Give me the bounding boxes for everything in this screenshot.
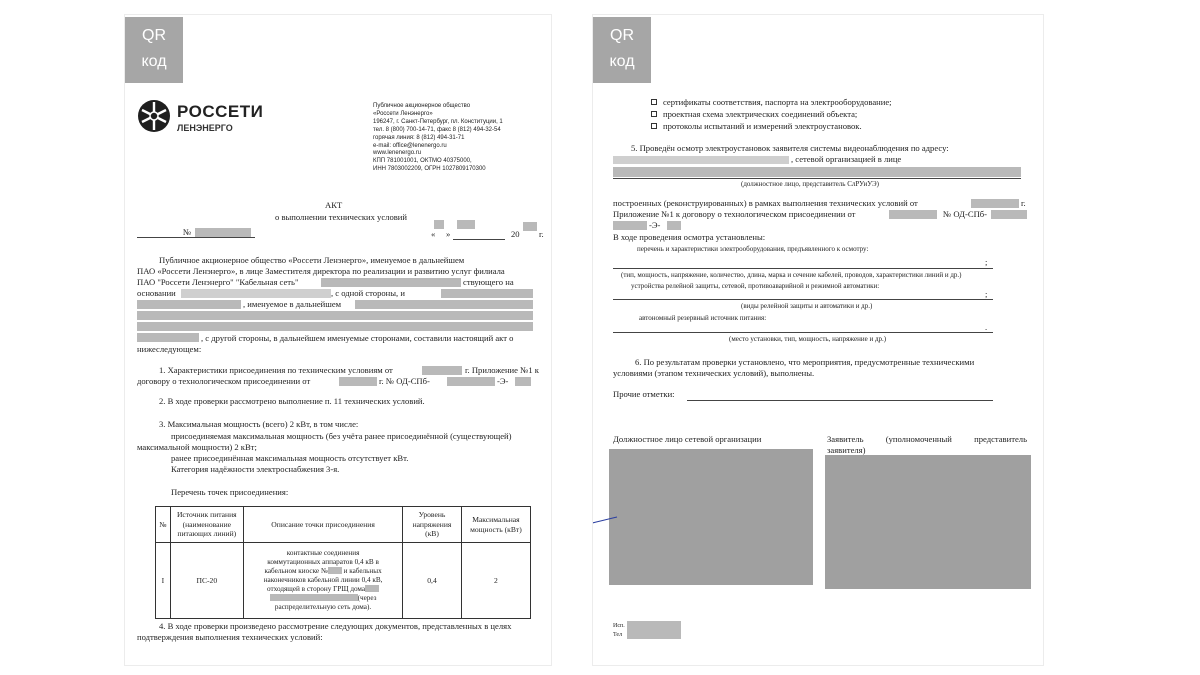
item3-text: Категория надёжности электроснабжения 3-я.: [171, 464, 340, 474]
redacted-number: [991, 210, 1027, 219]
act-subtitle: о выполнении технических условий: [275, 212, 407, 222]
org-info-line: 196247, г. Санкт-Петербург, пл. Конституции, 1: [373, 118, 503, 125]
item2-text: 2. В ходе проверки рассмотрено выполнение п. 11 технических условий.: [159, 396, 425, 406]
redacted-year: [523, 222, 537, 231]
item3-text: ранее присоединённая максимальная мощность отсутствует кВт.: [171, 453, 409, 463]
intro-line: основании: [137, 288, 176, 298]
year-prefix: 20: [511, 229, 520, 239]
other-notes-label: Прочие отметки:: [613, 389, 675, 399]
org-info-line: горячая линия: 8 (812) 494-31-71: [373, 134, 465, 141]
org-info-line: КПП 781001001, ОКТМО 40375000,: [373, 158, 472, 165]
redacted-month: [457, 220, 475, 229]
table-header: Уровень напряжения (кВ): [403, 507, 462, 543]
item3-text: присоединяемая максимальная мощность (без учёта ранее присоединённой (существующей): [171, 431, 512, 441]
redacted-date: [889, 210, 937, 219]
redacted-number: [447, 377, 495, 386]
rosseti-logo-icon: [137, 99, 171, 133]
org-info-line: тел. 8 (800) 700-14-71, факс 8 (812) 494-32-54: [373, 126, 501, 133]
checkbox-icon: [651, 99, 657, 105]
table-header: Максимальная мощность (кВт): [461, 507, 530, 543]
intro-line: ствующего на: [463, 277, 514, 287]
caption-backup: (место установки, тип, мощность, напряжение и др.): [729, 335, 887, 343]
doc-list-item: сертификаты соответствия, паспорта на электрооборудование;: [651, 97, 892, 108]
redacted-number: [613, 221, 647, 230]
executor-label: Исп.: [613, 623, 625, 629]
item3-text: 3. Максимальная мощность (всего) 2 кВт, в том числе:: [159, 419, 359, 429]
semicolon: .: [985, 322, 988, 332]
inspection-title: В ходе проведения осмотра установлены:: [613, 232, 766, 242]
qr-code-placeholder: [593, 17, 651, 83]
redacted-text: [321, 278, 461, 287]
logo-subtitle: ЛЕНЭНЕРГО: [177, 123, 233, 133]
table-cell-description: [243, 543, 402, 619]
item1-text: г. № ОД-СПб-: [379, 376, 430, 386]
item1-text: г. Приложение №1 к: [465, 365, 539, 375]
table-cell: 0,4: [403, 543, 462, 619]
redacted-number: [515, 377, 531, 386]
item4-text: подтверждения выполнения технических условий:: [137, 632, 323, 642]
date-close-quote: »: [446, 229, 451, 239]
built-text: г.: [1021, 198, 1026, 208]
table-cell: 2: [461, 543, 530, 619]
desc-line: коммутационных аппаратов 0,4 кВ в: [267, 558, 379, 566]
redacted-text: [355, 300, 533, 309]
org-info-line: «Россети Ленэнерго»: [373, 110, 433, 117]
desc-line: (через: [246, 594, 400, 603]
intro-line: , именуемое в дальнейшем: [243, 299, 342, 309]
redacted-text: [137, 322, 533, 331]
appendix-text: № ОД-СПб-: [943, 209, 988, 219]
act-title: АКТ: [325, 200, 343, 210]
redacted-day: [434, 220, 444, 229]
connection-points-table: [155, 506, 531, 619]
doc-list-item: проектная схема электрических соединений объекта;: [651, 109, 857, 120]
inspection-line: устройства релейной защиты, сетевой, противоаварийной и режимной автоматики:: [631, 282, 880, 290]
document-page-2: [592, 14, 1044, 666]
intro-line: нижеследующем:: [137, 344, 202, 354]
item5-text: 5. Проведён осмотр электроустановок заявителя системы видеонаблюдения по адресу:: [631, 143, 949, 153]
act-number-label: №: [183, 227, 192, 237]
inspection-line: автономный резервный источник питания:: [639, 314, 767, 322]
table-header: Описание точки присоединения: [243, 507, 402, 543]
redacted-date: [339, 377, 377, 386]
semicolon: ;: [985, 257, 988, 267]
redacted-text: [441, 289, 533, 298]
intro-line: , с одной стороны, и: [331, 288, 405, 298]
org-info-line: e-mail: office@lenenergo.ru: [373, 142, 447, 149]
points-title: Перечень точек присоединения:: [171, 487, 289, 497]
sig-left-label: Должностное лицо сетевой организации: [613, 434, 762, 444]
qr-label-line1: QR: [142, 27, 166, 44]
redacted-text: [181, 289, 331, 298]
org-info: [373, 103, 503, 174]
qr-label-line1: QR: [610, 27, 634, 44]
item5-text: , сетевой организацией в лице: [791, 154, 902, 164]
intro-line: ПАО «Россети Ленэнерго», в лице Заместителя директора по реализации и развитию услуг филиала: [137, 266, 505, 276]
appendix-text: -Э-: [649, 220, 661, 230]
redacted-act-number: [195, 228, 251, 237]
semicolon: ;: [985, 289, 988, 299]
item1-text: договору о технологическом присоединении от: [137, 376, 311, 386]
desc-line: наконечников кабельной линии 0,4 кВ,: [263, 576, 383, 584]
desc-line: отходящей в сторону ГРЩ дома: [246, 585, 400, 594]
item4-text: 4. В ходе проверки произведено рассмотрение следующих документов, представленных в целях: [159, 621, 512, 631]
org-info-line: www.lenenergo.ru: [373, 150, 422, 157]
redacted-text: [137, 311, 533, 320]
caption-official: (должностное лицо, представитель СлРУиУЭ): [741, 180, 880, 188]
table-header: №: [156, 507, 171, 543]
table-cell: I: [156, 543, 171, 619]
doc-list-item: протоколы испытаний и измерений электроустановок.: [651, 121, 862, 132]
table-cell: ПС-20: [170, 543, 243, 619]
redacted-address: [613, 156, 789, 164]
table-header: Источник питания (наименование питающих линий): [170, 507, 243, 543]
table-row: [156, 543, 531, 619]
item6-text: 6. По результатам проверки установлено, что мероприятия, предусмотренные техническими: [635, 357, 975, 367]
phone-label: Тел: [613, 632, 623, 638]
checkbox-icon: [651, 123, 657, 129]
desc-line: контактные соединения: [286, 549, 360, 557]
intro-line: Публичное акционерное общество «Россети Ленэнерго», именуемое в дальнейшем: [159, 255, 465, 265]
redacted-signature-left: [609, 449, 813, 585]
qr-label-line2: код: [609, 53, 635, 70]
sig-right-label: Заявитель (уполномоченный представитель заявителя): [827, 434, 1027, 455]
item1-text: -Э-: [497, 376, 509, 386]
desc-line: кабельном киоске № и кабельных: [264, 567, 382, 575]
checkbox-icon: [651, 111, 657, 117]
signature-stroke-icon: [592, 513, 619, 529]
year-suffix: г.: [539, 229, 544, 239]
redacted-number: [667, 221, 681, 230]
document-page-1: [124, 14, 552, 666]
intro-line: , с другой стороны, в дальнейшем именуемые сторонами, составили настоящий акт о: [201, 333, 514, 343]
redacted-executor: [627, 621, 681, 639]
redacted-date: [971, 199, 1019, 208]
desc-line: распределительную сеть дома).: [274, 603, 372, 611]
qr-code-placeholder: [125, 17, 183, 83]
org-info-line: Публичное акционерное общество: [373, 103, 471, 109]
caption-equipment: (тип, мощность, напряжение, количество, длина, марка и сечение кабелей, проводов, характеристики линий и др.): [621, 271, 962, 279]
redacted-official: [613, 167, 1021, 177]
caption-relay: (виды релейной защиты и автоматики и др.): [741, 302, 873, 310]
redacted-text: [137, 300, 241, 309]
redacted-signature-right: [825, 455, 1031, 589]
item1-text: 1. Характеристики присоединения по техническим условиям от: [159, 365, 393, 375]
redacted-text: [137, 333, 199, 342]
inspection-line: перечень и характеристики электрооборудования, предъявленного к осмотру:: [637, 245, 869, 253]
redacted-date: [422, 366, 462, 375]
org-info-line: ИНН 7803002209, ОГРН 1027809170300: [373, 166, 486, 173]
item3-text: максимальной мощности) 2 кВт;: [137, 442, 257, 452]
built-text: построенных (реконструированных) в рамках выполнения технических условий от: [613, 198, 918, 208]
intro-line: ПАО "Россети Ленэнерго" "Кабельная сеть": [137, 277, 299, 287]
item6-text: условиями (этапом технических условий), выполнены.: [613, 368, 815, 378]
qr-label-line2: код: [141, 53, 167, 70]
appendix-text: Приложение №1 к договору о технологическом присоединении от: [613, 209, 856, 219]
date-open-quote: «: [431, 229, 436, 239]
logo-name: РОССЕТИ: [177, 102, 264, 121]
